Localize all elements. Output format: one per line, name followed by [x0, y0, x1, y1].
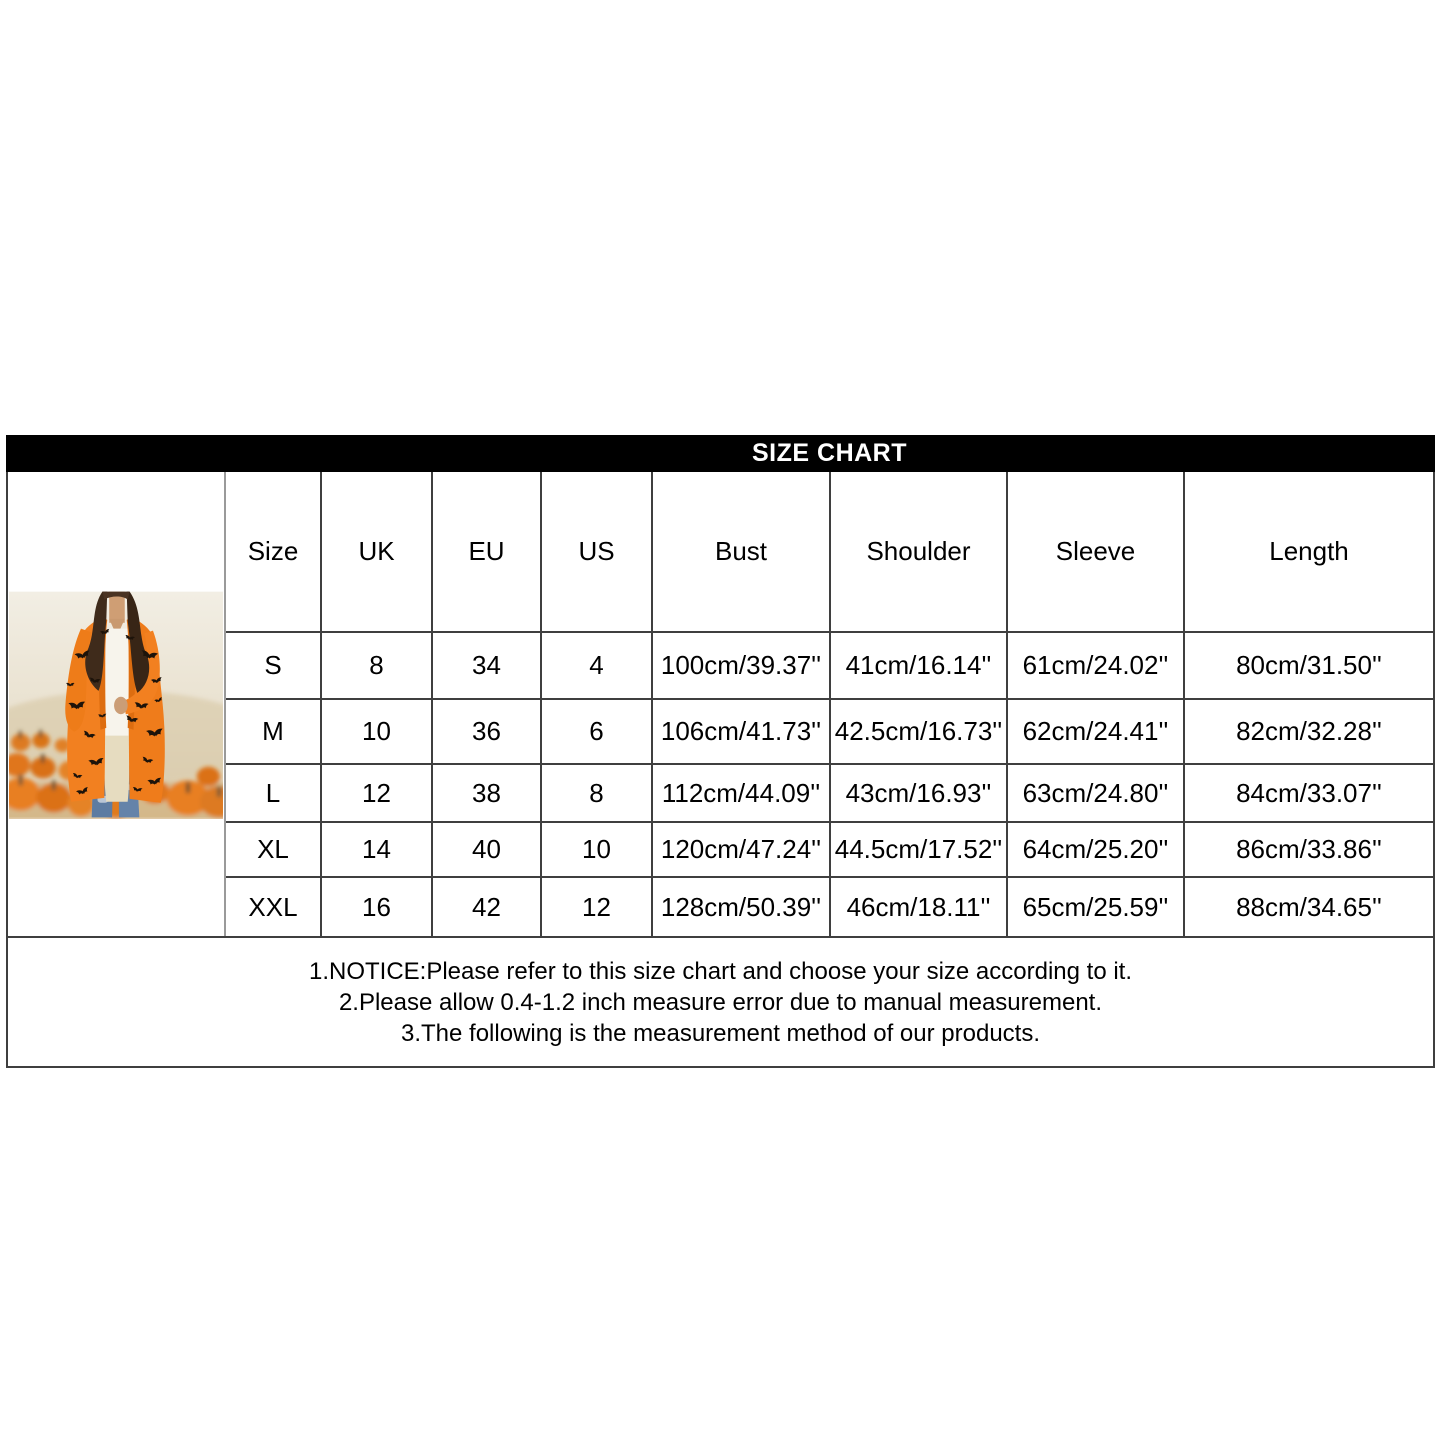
- table-cell: 8: [322, 633, 433, 700]
- size-chart-panel: [6, 435, 1435, 1068]
- table-cell: 10: [542, 823, 653, 878]
- table-cell: 4: [542, 633, 653, 700]
- table-cell: 38: [433, 765, 542, 823]
- column-header-size: Size: [226, 472, 322, 633]
- table-cell: 8: [542, 765, 653, 823]
- column-header-eu: EU: [433, 472, 542, 633]
- table-cell: 41cm/16.14'': [831, 633, 1008, 700]
- table-cell: 36: [433, 700, 542, 765]
- table-cell: 63cm/24.80'': [1008, 765, 1185, 823]
- column-header-us: US: [542, 472, 653, 633]
- table-cell: 128cm/50.39'': [653, 878, 831, 936]
- table-cell: 112cm/44.09'': [653, 765, 831, 823]
- table-cell: 82cm/32.28'': [1185, 700, 1433, 765]
- table-cell: 10: [322, 700, 433, 765]
- table-cell: 44.5cm/17.52'': [831, 823, 1008, 878]
- table-cell: 64cm/25.20'': [1008, 823, 1185, 878]
- product-photo-cell: [8, 472, 226, 936]
- notice-line-3: 3.The following is the measurement method of our products.: [401, 1019, 1040, 1047]
- table-cell: 40: [433, 823, 542, 878]
- table-cell: 6: [542, 700, 653, 765]
- table-cell: 62cm/24.41'': [1008, 700, 1185, 765]
- table-cell: 43cm/16.93'': [831, 765, 1008, 823]
- table-cell: 120cm/47.24'': [653, 823, 831, 878]
- size-chart-title: SIZE CHART: [752, 439, 907, 467]
- column-header-shoulder: Shoulder: [831, 472, 1008, 633]
- table-cell: 106cm/41.73'': [653, 700, 831, 765]
- column-header-sleeve: Sleeve: [1008, 472, 1185, 633]
- table-cell: 86cm/33.86'': [1185, 823, 1433, 878]
- table-cell: M: [226, 700, 322, 765]
- table-cell: 14: [322, 823, 433, 878]
- column-header-length: Length: [1185, 472, 1433, 633]
- column-header-uk: UK: [322, 472, 433, 633]
- product-photo: [9, 590, 223, 819]
- table-cell: 80cm/31.50'': [1185, 633, 1433, 700]
- size-chart-title-bar: [6, 435, 1435, 472]
- table-cell: 84cm/33.07'': [1185, 765, 1433, 823]
- notice-line-1: 1.NOTICE:Please refer to this size chart and choose your size according to it.: [308, 957, 1133, 985]
- table-cell: 100cm/39.37'': [653, 633, 831, 700]
- size-table: [6, 472, 1435, 938]
- table-cell: 65cm/25.59'': [1008, 878, 1185, 936]
- table-cell: 12: [322, 765, 433, 823]
- table-cell: L: [226, 765, 322, 823]
- table-cell: XXL: [226, 878, 322, 936]
- column-header-bust: Bust: [653, 472, 831, 633]
- notice-box: [6, 938, 1435, 1068]
- table-cell: XL: [226, 823, 322, 878]
- table-cell: 88cm/34.65'': [1236, 891, 1382, 922]
- table-cell: 42.5cm/16.73'': [831, 700, 1008, 765]
- table-cell: 42: [433, 878, 542, 936]
- table-cell: 46cm/18.11'': [831, 878, 1008, 936]
- table-cell: 16: [322, 878, 433, 936]
- table-cell: 12: [542, 878, 653, 936]
- notice-line-2: 2.Please allow 0.4-1.2 inch measure error due to manual measurement.: [338, 988, 1103, 1016]
- table-cell: 61cm/24.02'': [1008, 633, 1185, 700]
- table-cell: 34: [433, 633, 542, 700]
- table-cell: S: [226, 633, 322, 700]
